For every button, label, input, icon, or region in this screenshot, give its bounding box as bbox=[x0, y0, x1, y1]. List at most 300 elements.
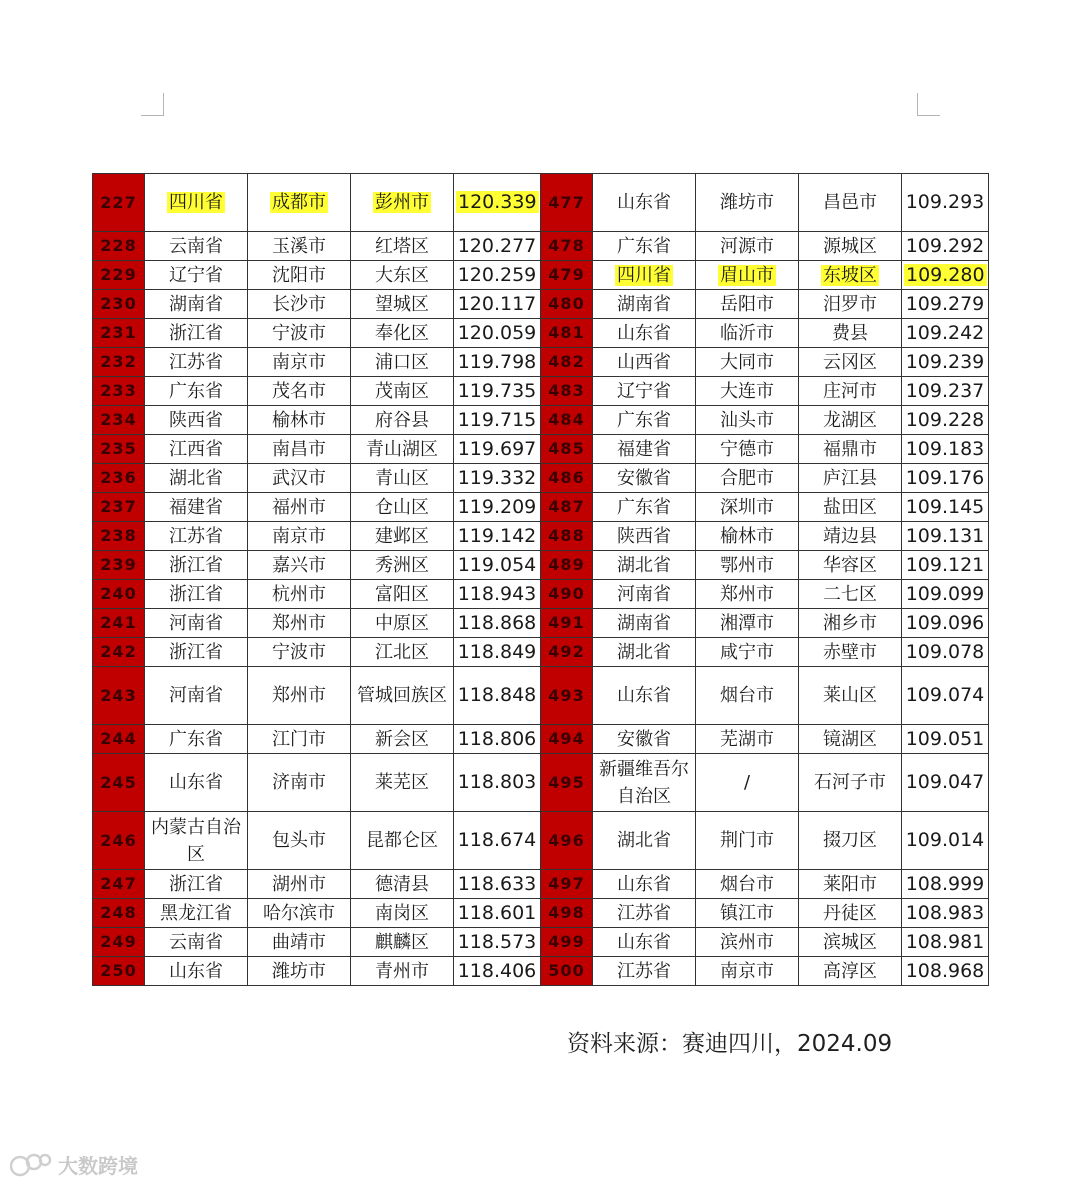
province-cell bbox=[145, 551, 248, 580]
score-text: 109.176 bbox=[905, 466, 985, 489]
province-text: 江苏省 bbox=[617, 902, 671, 924]
province-text: 河南省 bbox=[617, 583, 671, 605]
score-cell bbox=[454, 870, 541, 899]
district-text: 滨城区 bbox=[823, 931, 877, 953]
district-cell bbox=[799, 667, 902, 725]
province-cell bbox=[145, 464, 248, 493]
district-text: 奉化区 bbox=[375, 322, 429, 344]
score-text: 119.798 bbox=[457, 350, 537, 373]
score-text: 120.259 bbox=[457, 263, 537, 286]
district-text: 南岗区 bbox=[375, 902, 429, 924]
province-cell bbox=[593, 406, 696, 435]
score-cell bbox=[454, 290, 541, 319]
score-text: 109.228 bbox=[905, 408, 985, 431]
score-text: 109.292 bbox=[905, 234, 985, 257]
score-cell bbox=[902, 870, 989, 899]
city-cell bbox=[248, 551, 351, 580]
table-row bbox=[93, 551, 989, 580]
source-note: 资料来源：赛迪四川，2024.09 bbox=[567, 1031, 893, 1057]
score-cell bbox=[902, 638, 989, 667]
score-cell bbox=[902, 522, 989, 551]
score-cell bbox=[902, 725, 989, 754]
score-text: 109.279 bbox=[905, 292, 985, 315]
district-text: 秀洲区 bbox=[375, 554, 429, 576]
score-cell bbox=[454, 551, 541, 580]
rank-cell: 227 bbox=[93, 174, 145, 232]
province-text: 浙江省 bbox=[169, 641, 223, 663]
district-text: 仓山区 bbox=[375, 496, 429, 518]
city-cell bbox=[248, 522, 351, 551]
rank-cell: 489 bbox=[541, 551, 593, 580]
district-cell bbox=[351, 493, 454, 522]
city-cell bbox=[696, 667, 799, 725]
province-text: 江苏省 bbox=[169, 351, 223, 373]
province-cell bbox=[145, 870, 248, 899]
district-cell bbox=[799, 899, 902, 928]
province-text: 湖南省 bbox=[617, 612, 671, 634]
score-cell bbox=[454, 435, 541, 464]
score-text: 119.332 bbox=[457, 466, 537, 489]
city-text: 南昌市 bbox=[272, 438, 326, 460]
district-text: 青山区 bbox=[375, 467, 429, 489]
city-cell bbox=[248, 870, 351, 899]
rank-cell: 230 bbox=[93, 290, 145, 319]
city-text: 烟台市 bbox=[720, 873, 774, 895]
rank-cell: 492 bbox=[541, 638, 593, 667]
province-text: 山西省 bbox=[617, 351, 671, 373]
score-text: 108.968 bbox=[905, 959, 985, 982]
district-text: 盐田区 bbox=[823, 496, 877, 518]
province-text: 山东省 bbox=[617, 873, 671, 895]
rank-cell: 481 bbox=[541, 319, 593, 348]
score-cell bbox=[902, 377, 989, 406]
score-cell bbox=[454, 609, 541, 638]
city-cell bbox=[696, 174, 799, 232]
province-cell bbox=[593, 957, 696, 986]
district-text: 湘乡市 bbox=[823, 612, 877, 634]
score-cell bbox=[902, 464, 989, 493]
district-cell bbox=[351, 667, 454, 725]
score-cell bbox=[454, 406, 541, 435]
city-text: 沈阳市 bbox=[272, 264, 326, 286]
score-cell bbox=[454, 377, 541, 406]
city-text: 宁德市 bbox=[720, 438, 774, 460]
district-cell bbox=[351, 725, 454, 754]
province-text: 安徽省 bbox=[617, 728, 671, 750]
score-text: 120.339 bbox=[458, 191, 537, 213]
score-cell bbox=[902, 348, 989, 377]
province-text: 山东省 bbox=[617, 322, 671, 344]
province-text: 新疆维吾尔自治区 bbox=[599, 758, 689, 807]
score-cell bbox=[902, 551, 989, 580]
rank-cell: 241 bbox=[93, 609, 145, 638]
score-cell bbox=[454, 957, 541, 986]
score-cell bbox=[902, 899, 989, 928]
province-cell bbox=[145, 899, 248, 928]
table-row bbox=[93, 348, 989, 377]
province-cell bbox=[593, 725, 696, 754]
rank-cell: 249 bbox=[93, 928, 145, 957]
city-text: 潍坊市 bbox=[720, 192, 774, 213]
province-cell bbox=[145, 609, 248, 638]
province-text: 湖北省 bbox=[169, 467, 223, 489]
province-text: 浙江省 bbox=[169, 554, 223, 576]
table-row bbox=[93, 667, 989, 725]
score-text: 109.183 bbox=[905, 437, 985, 460]
province-text: 湖南省 bbox=[617, 293, 671, 315]
table-row bbox=[93, 522, 989, 551]
district-text: 掇刀区 bbox=[823, 830, 877, 851]
city-text: 潍坊市 bbox=[272, 960, 326, 982]
rank-cell: 238 bbox=[93, 522, 145, 551]
table-row bbox=[93, 464, 989, 493]
city-cell bbox=[696, 957, 799, 986]
city-cell bbox=[248, 261, 351, 290]
score-text: 109.078 bbox=[905, 640, 985, 663]
score-text: 109.293 bbox=[905, 191, 985, 213]
city-cell bbox=[248, 899, 351, 928]
district-text: 华容区 bbox=[823, 554, 877, 576]
score-cell bbox=[454, 232, 541, 261]
rank-cell: 247 bbox=[93, 870, 145, 899]
city-text: 南京市 bbox=[720, 960, 774, 982]
district-text: 赤壁市 bbox=[823, 641, 877, 663]
province-text: 江苏省 bbox=[169, 525, 223, 547]
province-cell bbox=[593, 290, 696, 319]
district-cell bbox=[351, 435, 454, 464]
city-cell bbox=[696, 580, 799, 609]
province-text: 山东省 bbox=[617, 685, 671, 706]
rank-cell: 498 bbox=[541, 899, 593, 928]
rank-cell: 229 bbox=[93, 261, 145, 290]
city-text: 合肥市 bbox=[720, 467, 774, 489]
district-cell bbox=[351, 638, 454, 667]
rank-cell: 250 bbox=[93, 957, 145, 986]
city-text: 长沙市 bbox=[272, 293, 326, 315]
score-cell bbox=[902, 754, 989, 812]
rank-cell: 240 bbox=[93, 580, 145, 609]
score-cell bbox=[454, 261, 541, 290]
district-text: 汨罗市 bbox=[823, 293, 877, 315]
rank-cell: 499 bbox=[541, 928, 593, 957]
province-cell bbox=[593, 928, 696, 957]
province-text: 江苏省 bbox=[617, 960, 671, 982]
city-text: 郑州市 bbox=[272, 685, 326, 706]
score-text: 120.277 bbox=[457, 234, 537, 257]
city-cell bbox=[696, 493, 799, 522]
province-text: 河南省 bbox=[169, 685, 223, 706]
rank-cell: 228 bbox=[93, 232, 145, 261]
score-text: 119.715 bbox=[457, 408, 537, 431]
district-text: 建邺区 bbox=[375, 525, 429, 547]
district-cell bbox=[351, 899, 454, 928]
table-row bbox=[93, 580, 989, 609]
city-text: 武汉市 bbox=[272, 467, 326, 489]
score-text: 109.074 bbox=[905, 684, 985, 706]
city-text: 玉溪市 bbox=[272, 235, 326, 257]
score-cell bbox=[454, 348, 541, 377]
province-cell bbox=[145, 319, 248, 348]
city-cell bbox=[696, 261, 799, 290]
province-text: 四川省 bbox=[169, 192, 223, 213]
table-row bbox=[93, 638, 989, 667]
district-text: 庄河市 bbox=[823, 380, 877, 402]
district-cell bbox=[799, 290, 902, 319]
city-text: 茂名市 bbox=[272, 380, 326, 402]
city-cell bbox=[248, 609, 351, 638]
city-cell bbox=[696, 551, 799, 580]
score-text: 119.209 bbox=[457, 495, 537, 518]
score-cell bbox=[902, 957, 989, 986]
table-row bbox=[93, 812, 989, 870]
province-text: 湖北省 bbox=[617, 554, 671, 576]
score-text: 109.051 bbox=[905, 727, 985, 750]
province-cell bbox=[593, 609, 696, 638]
city-cell bbox=[696, 870, 799, 899]
rank-cell: 242 bbox=[93, 638, 145, 667]
score-cell bbox=[902, 667, 989, 725]
rank-cell: 248 bbox=[93, 899, 145, 928]
city-cell bbox=[248, 174, 351, 232]
city-cell bbox=[248, 377, 351, 406]
district-cell bbox=[799, 580, 902, 609]
district-text: 费县 bbox=[832, 322, 868, 344]
province-cell bbox=[593, 638, 696, 667]
district-text: 丹徒区 bbox=[823, 902, 877, 924]
table-row bbox=[93, 899, 989, 928]
rank-cell: 235 bbox=[93, 435, 145, 464]
district-text: 二七区 bbox=[823, 583, 877, 605]
province-cell bbox=[145, 261, 248, 290]
district-cell bbox=[799, 435, 902, 464]
district-cell bbox=[799, 870, 902, 899]
city-cell bbox=[248, 754, 351, 812]
province-cell bbox=[593, 754, 696, 812]
score-text: 118.633 bbox=[457, 872, 537, 895]
rank-cell: 234 bbox=[93, 406, 145, 435]
district-text: 莱山区 bbox=[823, 685, 877, 706]
district-cell bbox=[799, 609, 902, 638]
province-text: 江西省 bbox=[169, 438, 223, 460]
district-cell bbox=[351, 522, 454, 551]
district-cell bbox=[351, 812, 454, 870]
city-cell bbox=[248, 580, 351, 609]
table-row bbox=[93, 435, 989, 464]
city-text: 郑州市 bbox=[720, 583, 774, 605]
district-cell bbox=[799, 493, 902, 522]
rank-cell: 483 bbox=[541, 377, 593, 406]
district-text: 源城区 bbox=[823, 235, 877, 257]
table-row bbox=[93, 261, 989, 290]
score-text: 118.674 bbox=[457, 829, 537, 851]
province-text: 浙江省 bbox=[169, 873, 223, 895]
province-cell bbox=[145, 493, 248, 522]
city-cell bbox=[696, 377, 799, 406]
table-row bbox=[93, 406, 989, 435]
score-text: 108.983 bbox=[905, 901, 985, 924]
rank-cell: 246 bbox=[93, 812, 145, 870]
province-text: 山东省 bbox=[169, 772, 223, 793]
city-cell bbox=[248, 435, 351, 464]
table-row bbox=[93, 609, 989, 638]
score-cell bbox=[454, 812, 541, 870]
city-text: 湘潭市 bbox=[720, 612, 774, 634]
province-text: 山东省 bbox=[617, 192, 671, 213]
watermark-text: 大数跨境 bbox=[58, 1154, 138, 1178]
city-text: 福州市 bbox=[272, 496, 326, 518]
province-cell bbox=[593, 522, 696, 551]
province-cell bbox=[145, 725, 248, 754]
province-cell bbox=[145, 928, 248, 957]
district-text: 茂南区 bbox=[375, 380, 429, 402]
province-text: 陕西省 bbox=[617, 525, 671, 547]
score-text: 109.096 bbox=[905, 611, 985, 634]
district-text: 新会区 bbox=[375, 728, 429, 750]
score-text: 119.142 bbox=[457, 524, 537, 547]
province-cell bbox=[593, 812, 696, 870]
score-cell bbox=[454, 754, 541, 812]
city-cell bbox=[696, 638, 799, 667]
district-cell bbox=[351, 580, 454, 609]
rank-cell: 231 bbox=[93, 319, 145, 348]
city-cell bbox=[696, 899, 799, 928]
score-cell bbox=[454, 464, 541, 493]
city-text: 湖州市 bbox=[272, 873, 326, 895]
score-text: 118.848 bbox=[457, 684, 537, 706]
city-text: 滨州市 bbox=[720, 931, 774, 953]
table-row bbox=[93, 174, 989, 232]
district-text: 彭州市 bbox=[375, 192, 429, 213]
table-row bbox=[93, 290, 989, 319]
city-cell bbox=[248, 928, 351, 957]
score-text: 119.054 bbox=[457, 553, 537, 576]
city-text: 杭州市 bbox=[272, 583, 326, 605]
district-text: 高淳区 bbox=[823, 960, 877, 982]
city-cell bbox=[248, 319, 351, 348]
district-cell bbox=[799, 174, 902, 232]
province-cell bbox=[593, 377, 696, 406]
rank-cell: 494 bbox=[541, 725, 593, 754]
rank-cell: 496 bbox=[541, 812, 593, 870]
district-cell bbox=[799, 348, 902, 377]
city-cell bbox=[248, 232, 351, 261]
city-text: 大同市 bbox=[720, 351, 774, 373]
score-text: 119.697 bbox=[457, 437, 537, 460]
score-text: 109.014 bbox=[905, 829, 985, 851]
province-text: 河南省 bbox=[169, 612, 223, 634]
score-cell bbox=[454, 667, 541, 725]
score-cell bbox=[454, 928, 541, 957]
district-text: 管城回族区 bbox=[357, 685, 447, 706]
district-cell bbox=[351, 377, 454, 406]
score-text: 109.237 bbox=[905, 379, 985, 402]
province-cell bbox=[145, 667, 248, 725]
province-text: 辽宁省 bbox=[617, 380, 671, 402]
score-cell bbox=[454, 725, 541, 754]
province-cell bbox=[145, 174, 248, 232]
province-cell bbox=[593, 493, 696, 522]
table-row bbox=[93, 377, 989, 406]
province-cell bbox=[593, 174, 696, 232]
district-cell bbox=[351, 290, 454, 319]
city-text: 江门市 bbox=[272, 728, 326, 750]
district-cell bbox=[351, 464, 454, 493]
province-cell bbox=[145, 290, 248, 319]
score-cell bbox=[902, 493, 989, 522]
district-cell bbox=[799, 522, 902, 551]
score-text: 109.047 bbox=[905, 771, 985, 793]
score-cell bbox=[902, 232, 989, 261]
city-cell bbox=[248, 290, 351, 319]
score-text: 118.803 bbox=[457, 771, 537, 793]
table-row bbox=[93, 870, 989, 899]
district-cell bbox=[351, 232, 454, 261]
score-cell bbox=[902, 174, 989, 232]
score-text: 109.242 bbox=[905, 321, 985, 344]
province-text: 广东省 bbox=[617, 409, 671, 431]
city-text: 芜湖市 bbox=[720, 728, 774, 750]
city-cell bbox=[696, 290, 799, 319]
province-text: 浙江省 bbox=[169, 322, 223, 344]
province-text: 内蒙古自治区 bbox=[151, 816, 241, 865]
district-cell bbox=[799, 812, 902, 870]
city-text: 包头市 bbox=[272, 830, 326, 851]
district-text: 石河子市 bbox=[814, 772, 886, 793]
score-text: 109.280 bbox=[906, 263, 985, 286]
district-text: 福鼎市 bbox=[823, 438, 877, 460]
district-text: 府谷县 bbox=[375, 409, 429, 431]
score-text: 120.117 bbox=[457, 292, 537, 315]
city-cell bbox=[696, 348, 799, 377]
score-cell bbox=[902, 261, 989, 290]
province-text: 广东省 bbox=[617, 496, 671, 518]
province-text: 湖南省 bbox=[169, 293, 223, 315]
city-text: / bbox=[743, 772, 751, 793]
district-text: 龙湖区 bbox=[823, 409, 877, 431]
city-cell bbox=[696, 435, 799, 464]
city-text: 鄂州市 bbox=[720, 554, 774, 576]
city-text: 镇江市 bbox=[720, 902, 774, 924]
rank-cell: 244 bbox=[93, 725, 145, 754]
table-row bbox=[93, 725, 989, 754]
province-cell bbox=[593, 261, 696, 290]
district-text: 德清县 bbox=[375, 873, 429, 895]
city-cell bbox=[248, 667, 351, 725]
rank-cell: 491 bbox=[541, 609, 593, 638]
city-cell bbox=[248, 638, 351, 667]
score-text: 118.868 bbox=[457, 611, 537, 634]
city-cell bbox=[696, 609, 799, 638]
city-text: 咸宁市 bbox=[720, 641, 774, 663]
province-cell bbox=[145, 232, 248, 261]
city-text: 汕头市 bbox=[720, 409, 774, 431]
score-cell bbox=[454, 522, 541, 551]
score-text: 109.121 bbox=[905, 553, 985, 576]
score-cell bbox=[454, 638, 541, 667]
ranking-table-body bbox=[93, 174, 989, 986]
province-cell bbox=[593, 580, 696, 609]
district-cell bbox=[799, 377, 902, 406]
score-text: 118.601 bbox=[457, 901, 537, 924]
province-cell bbox=[593, 870, 696, 899]
table-row bbox=[93, 754, 989, 812]
table-row bbox=[93, 232, 989, 261]
score-cell bbox=[454, 899, 541, 928]
district-text: 云冈区 bbox=[823, 351, 877, 373]
city-cell bbox=[696, 464, 799, 493]
province-cell bbox=[145, 812, 248, 870]
rank-cell: 479 bbox=[541, 261, 593, 290]
